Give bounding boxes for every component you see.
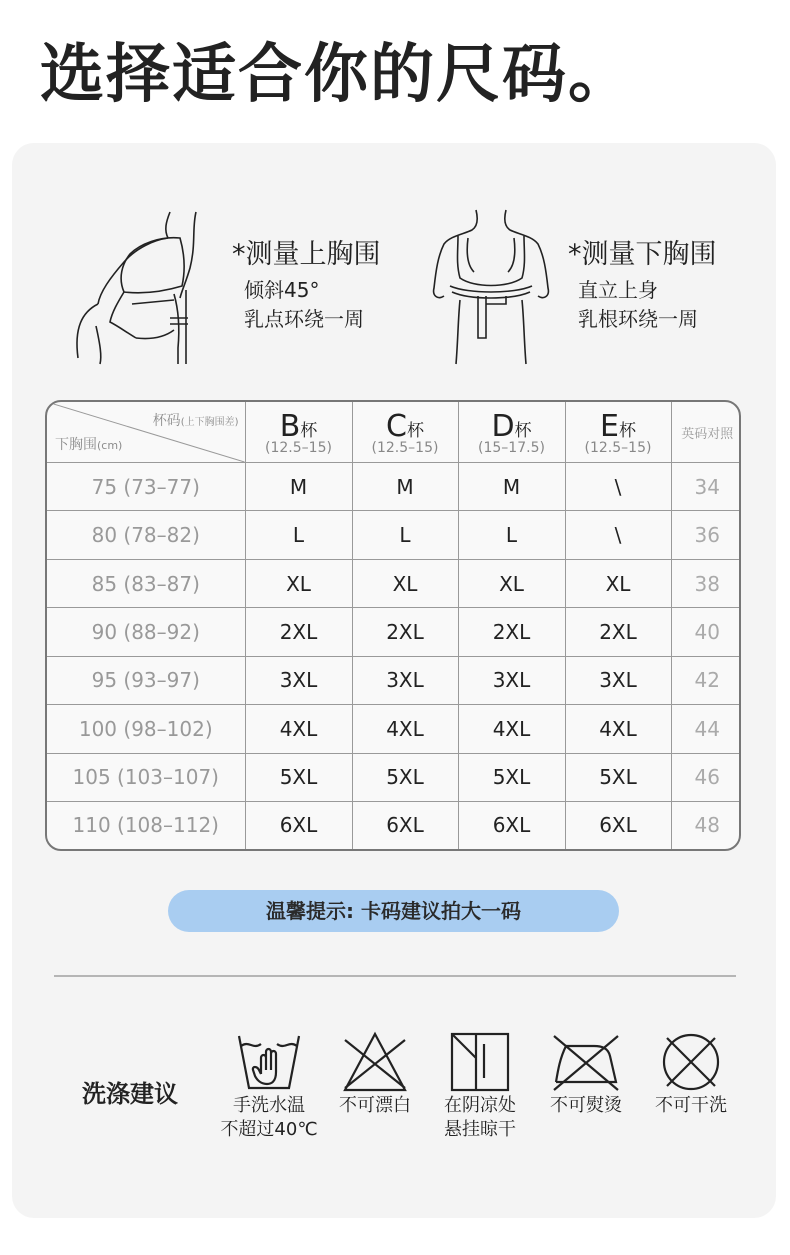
table-row: [47, 559, 741, 607]
size-cell: 4XL: [458, 705, 565, 753]
size-cell: XL: [565, 559, 671, 607]
size-cell: 6XL: [352, 801, 458, 849]
measure-title: *测量下胸围: [568, 239, 717, 270]
size-cell: 3XL: [458, 656, 565, 704]
band-cell: 90 (88–92): [47, 608, 245, 656]
size-cell: \: [565, 463, 671, 511]
uk-size-cell: 42: [671, 656, 741, 704]
uk-size-cell: 44: [671, 705, 741, 753]
uk-size-cell: 34: [671, 463, 741, 511]
wash-label: 不可漂白: [339, 1095, 411, 1116]
upper-bust-figure-icon: [70, 208, 200, 366]
size-cell: 2XL: [352, 608, 458, 656]
size-cell: 5XL: [245, 753, 352, 801]
wash-label: 不可熨烫: [550, 1095, 622, 1116]
size-cell: XL: [352, 559, 458, 607]
cup-header-d: D杯 (15–17.5): [458, 402, 565, 463]
wash-label: 悬挂晾干: [444, 1119, 516, 1140]
size-cell: M: [458, 463, 565, 511]
size-cell: 5XL: [565, 753, 671, 801]
size-cell: L: [458, 511, 565, 559]
no-dry-clean-icon: [659, 1030, 723, 1094]
corner-band-label: 下胸围(cm): [55, 437, 123, 453]
band-cell: 110 (108–112): [47, 801, 245, 849]
table-corner-cell: [47, 402, 245, 463]
band-cell: 100 (98–102): [47, 705, 245, 753]
hand-wash-icon: [235, 1030, 303, 1094]
wash-item-hand-wash: [209, 1030, 329, 1142]
size-cell: M: [352, 463, 458, 511]
size-cell: 2XL: [245, 608, 352, 656]
size-cell: 2XL: [458, 608, 565, 656]
size-cell: 5XL: [458, 753, 565, 801]
band-cell: 80 (78–82): [47, 511, 245, 559]
page-title: 选择适合你的尺码。: [40, 38, 634, 112]
size-cell: 6XL: [565, 801, 671, 849]
size-cell: 6XL: [245, 801, 352, 849]
table-row: [47, 608, 741, 656]
table-row: [47, 511, 741, 559]
size-cell: 4XL: [352, 705, 458, 753]
table-row: [47, 801, 741, 849]
size-cell: 4XL: [245, 705, 352, 753]
measure-title: *测量上胸围: [232, 239, 381, 270]
table-row: [47, 753, 741, 801]
size-cell: 4XL: [565, 705, 671, 753]
size-cell: \: [565, 511, 671, 559]
uk-size-cell: 48: [671, 801, 741, 849]
section-divider: [54, 975, 736, 977]
size-cell: 3XL: [352, 656, 458, 704]
table-header-row: [47, 402, 741, 463]
measure-line: 乳点环绕一周: [244, 307, 364, 331]
band-cell: 105 (103–107): [47, 753, 245, 801]
size-cell: M: [245, 463, 352, 511]
size-cell: 2XL: [565, 608, 671, 656]
size-cell: XL: [245, 559, 352, 607]
uk-size-cell: 40: [671, 608, 741, 656]
size-cell: 6XL: [458, 801, 565, 849]
wash-item-line-dry: [420, 1030, 540, 1142]
no-iron-icon: [550, 1030, 622, 1094]
size-cell: 3XL: [565, 656, 671, 704]
uk-size-cell: 36: [671, 511, 741, 559]
cup-header-e: E杯 (12.5–15): [565, 402, 671, 463]
size-cell: 5XL: [352, 753, 458, 801]
wash-label: 不可干洗: [655, 1095, 727, 1116]
cup-header-c: C杯 (12.5–15): [352, 402, 458, 463]
band-cell: 95 (93–97): [47, 656, 245, 704]
wash-label: 在阴凉处: [444, 1095, 516, 1116]
band-cell: 85 (83–87): [47, 559, 245, 607]
wash-label: 不超过40℃: [220, 1119, 318, 1140]
band-cell: 75 (73–77): [47, 463, 245, 511]
size-chart-table: [45, 400, 741, 851]
table-row: [47, 463, 741, 511]
wash-item-no-dry-clean: [631, 1030, 751, 1118]
under-bust-figure-icon: [428, 208, 554, 366]
size-cell: XL: [458, 559, 565, 607]
table-row: [47, 656, 741, 704]
cup-header-b: B杯 (12.5–15): [245, 402, 352, 463]
line-dry-shade-icon: [446, 1030, 514, 1094]
uk-size-cell: 46: [671, 753, 741, 801]
wash-label: 手洗水温: [233, 1095, 305, 1116]
uk-size-header: 英码对照: [671, 402, 741, 463]
table-row: [47, 705, 741, 753]
size-cell: L: [245, 511, 352, 559]
size-tip-banner: 温馨提示: 卡码建议拍大一码: [168, 890, 619, 932]
corner-cup-label: 杯码(上下胸围差): [152, 413, 239, 429]
wash-item-no-iron: [526, 1030, 646, 1118]
measure-line: 倾斜45°: [244, 278, 320, 302]
measure-line: 直立上身: [578, 278, 658, 302]
size-cell: L: [352, 511, 458, 559]
no-bleach-icon: [341, 1030, 409, 1094]
size-cell: 3XL: [245, 656, 352, 704]
wash-item-no-bleach: [315, 1030, 435, 1118]
measure-line: 乳根环绕一周: [578, 307, 698, 331]
uk-size-cell: 38: [671, 559, 741, 607]
wash-section-title: 洗涤建议: [82, 1080, 178, 1108]
